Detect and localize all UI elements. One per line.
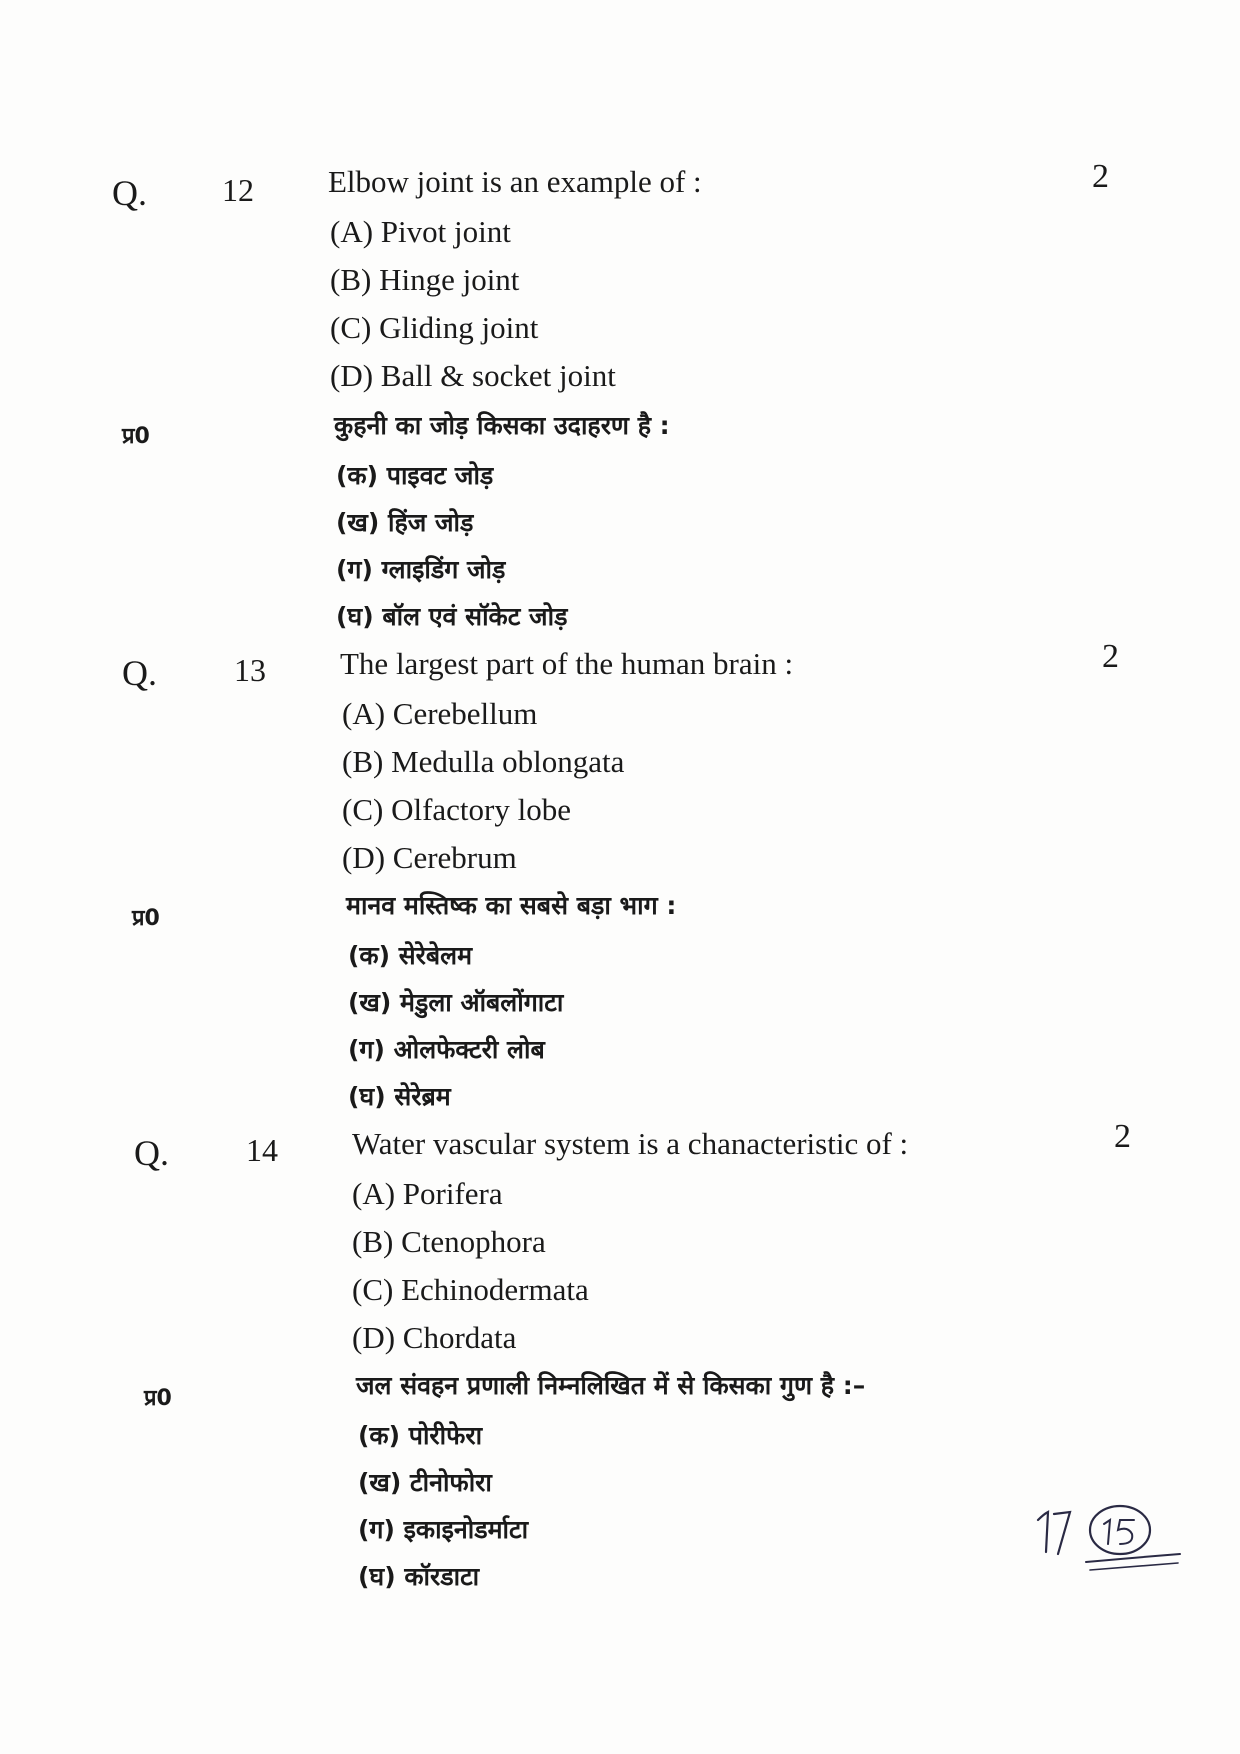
options-hindi (336, 452, 567, 640)
options-english (342, 690, 624, 882)
hindi-question-label: प्र0 (144, 1386, 172, 1411)
question-number: 14 (246, 1132, 278, 1168)
option-gha: (घ) बॉल एवं सॉकेट जोड़ (336, 602, 568, 631)
option-kha: (ख) मेडुला ऑबलोंगाटा (348, 988, 564, 1017)
options-english (330, 208, 616, 400)
question-text-english: The largest part of the human brain : (340, 646, 794, 681)
handwritten-page-mark (1030, 1490, 1190, 1580)
option-c: (C) Olfactory lobe (342, 792, 571, 827)
question-label: Q. (122, 653, 157, 693)
options-hindi (348, 932, 563, 1120)
question-label: Q. (112, 173, 147, 213)
question-marks: 2 (1092, 158, 1109, 195)
question-text-hindi: जल संवहन प्रणाली निम्नलिखित में से किसका गुण है :– (356, 1371, 866, 1400)
option-b: (B) Hinge joint (330, 262, 520, 297)
options-hindi (358, 1412, 528, 1600)
option-gha: (घ) सेरेब्रम (348, 1082, 451, 1111)
option-c: (C) Gliding joint (330, 310, 539, 345)
hindi-question-label: प्र0 (122, 424, 150, 449)
question-number: 13 (234, 652, 266, 688)
option-d: (D) Ball & socket joint (330, 358, 616, 393)
option-a: (A) Pivot joint (330, 214, 511, 249)
question-text-hindi: मानव मस्तिष्क का सबसे बड़ा भाग : (346, 891, 677, 920)
option-kha: (ख) टीनोफोरा (358, 1468, 492, 1497)
option-b: (B) Medulla oblongata (342, 744, 625, 779)
option-c: (C) Echinodermata (352, 1272, 589, 1307)
option-b: (B) Ctenophora (352, 1224, 546, 1259)
option-ga: (ग) ग्लाइडिंग जोड़ (336, 555, 506, 584)
option-ga: (ग) इकाइनोडर्माटा (358, 1515, 529, 1544)
hindi-question-label: प्र0 (132, 906, 160, 931)
question-text-english: Elbow joint is an example of : (328, 164, 702, 199)
question-marks: 2 (1114, 1118, 1131, 1155)
option-gha: (घ) कॉरडाटा (358, 1562, 480, 1591)
question-marks: 2 (1102, 638, 1119, 675)
option-ka: (क) सेरेबेलम (348, 941, 473, 970)
option-d: (D) Cerebrum (342, 840, 517, 875)
option-d: (D) Chordata (352, 1320, 517, 1355)
option-ka: (क) पोरीफेरा (358, 1421, 483, 1450)
question-label: Q. (134, 1133, 169, 1173)
option-kha: (ख) हिंज जोड़ (336, 508, 474, 537)
question-text-english: Water vascular system is a chanacteristic of : (352, 1126, 909, 1161)
option-a: (A) Porifera (352, 1176, 503, 1211)
option-ga: (ग) ओलफेक्टरी लोब (348, 1035, 545, 1064)
question-text-hindi: कुहनी का जोड़ किसका उदाहरण है : (334, 411, 670, 440)
question-number: 12 (222, 172, 254, 208)
option-ka: (क) पाइवट जोड़ (336, 461, 494, 490)
options-english (352, 1170, 589, 1362)
option-a: (A) Cerebellum (342, 696, 538, 731)
